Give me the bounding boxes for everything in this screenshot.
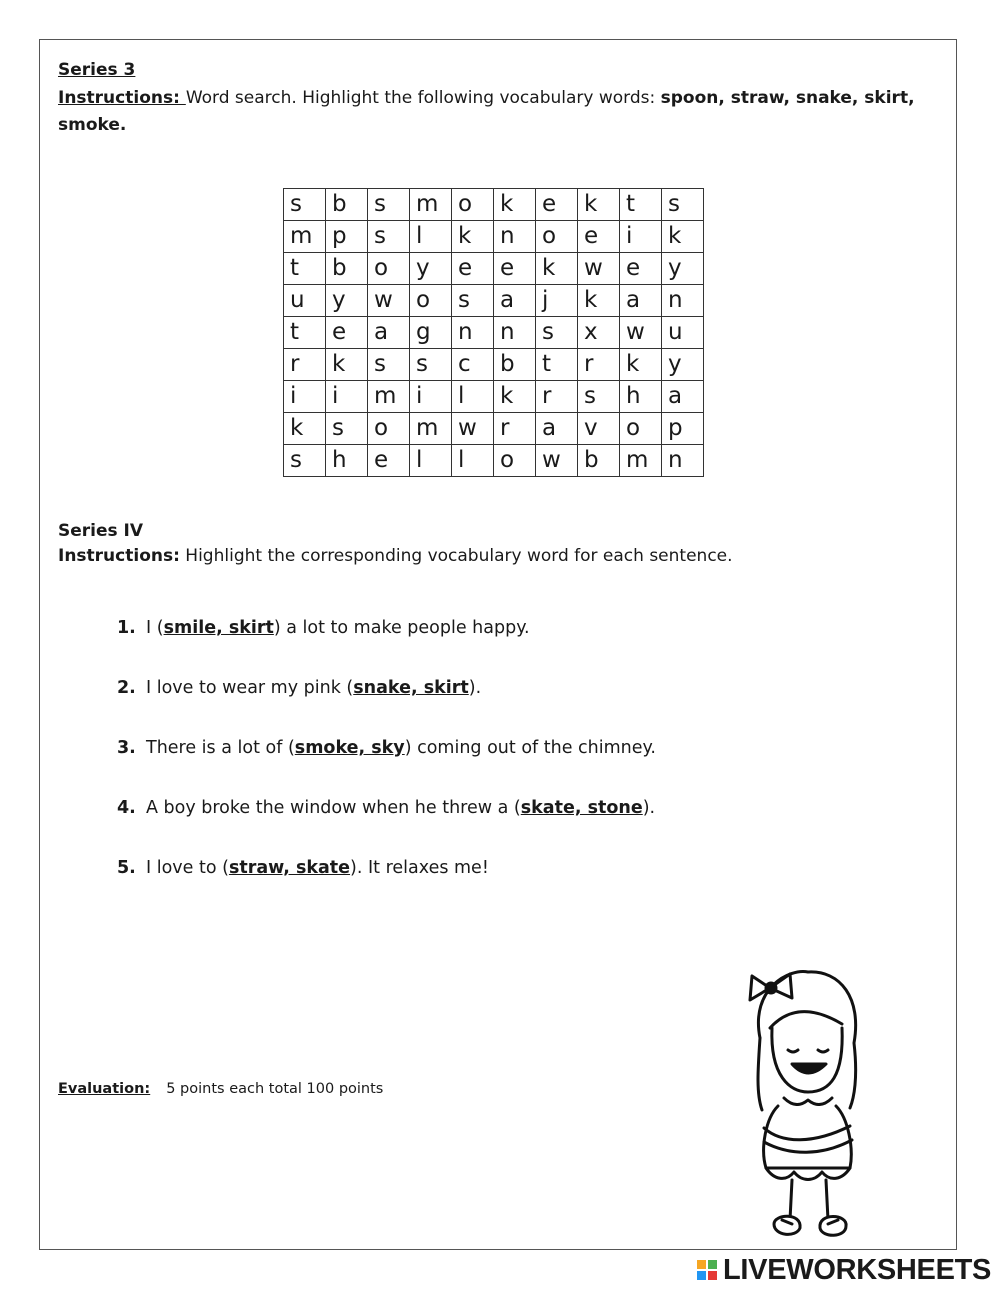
liveworksheets-brand[interactable] [697,1255,991,1285]
grid-cell[interactable]: e [368,445,410,477]
instructions-label: Instructions: [58,88,186,108]
grid-cell[interactable]: t [284,317,326,349]
grid-cell[interactable]: o [410,285,452,317]
question-3: 3. There is a lot of (smoke, sky) coming out of the chimney. [117,738,656,758]
liveworksheets-logo-icon [697,1260,717,1280]
grid-cell[interactable]: c [452,349,494,381]
grid-cell[interactable]: h [326,445,368,477]
grid-cell[interactable]: r [578,349,620,381]
grid-cell[interactable]: w [452,413,494,445]
grid-cell[interactable]: t [284,253,326,285]
grid-cell[interactable]: k [452,221,494,253]
grid-cell[interactable]: j [536,285,578,317]
grid-cell[interactable]: m [284,221,326,253]
grid-cell[interactable]: s [326,413,368,445]
grid-cell[interactable]: g [410,317,452,349]
brand-name: LIVEWORKSHEETS [723,1253,992,1286]
instructions-text: Highlight the corresponding vocabulary word for each sentence. [179,546,733,566]
grid-cell[interactable]: k [578,189,620,221]
question-4: 4. A boy broke the window when he threw a (skate, stone). [117,798,656,818]
grid-cell[interactable]: t [536,349,578,381]
grid-cell[interactable]: a [536,413,578,445]
grid-cell[interactable]: k [662,221,704,253]
grid-cell[interactable]: i [410,381,452,413]
grid-cell[interactable]: l [452,381,494,413]
answer-options[interactable]: smoke, sky [294,738,405,758]
grid-cell[interactable]: r [494,413,536,445]
grid-cell[interactable]: i [326,381,368,413]
grid-row [284,189,704,221]
series-4-instructions [58,543,918,570]
grid-cell[interactable]: s [368,189,410,221]
grid-cell[interactable]: s [368,349,410,381]
grid-cell[interactable]: b [326,189,368,221]
grid-cell[interactable]: o [620,413,662,445]
grid-row [284,221,704,253]
grid-cell[interactable]: i [284,381,326,413]
grid-cell[interactable]: w [368,285,410,317]
answer-options[interactable]: snake, skirt [353,678,469,698]
grid-row [284,253,704,285]
grid-cell[interactable]: k [536,253,578,285]
grid-row [284,349,704,381]
grid-cell[interactable]: s [536,317,578,349]
grid-cell[interactable]: k [326,349,368,381]
grid-cell[interactable]: s [410,349,452,381]
grid-cell[interactable]: b [494,349,536,381]
grid-cell[interactable]: a [368,317,410,349]
series-3-title: Series 3 [58,60,136,80]
grid-cell[interactable]: b [578,445,620,477]
grid-cell[interactable]: s [284,445,326,477]
answer-options[interactable]: straw, skate [228,858,351,878]
grid-cell[interactable]: a [620,285,662,317]
word-search-grid [283,188,704,477]
grid-cell[interactable]: i [620,221,662,253]
grid-cell[interactable]: n [452,317,494,349]
grid-row [284,413,704,445]
grid-cell[interactable]: s [452,285,494,317]
grid-row [284,285,704,317]
grid-cell[interactable]: e [620,253,662,285]
grid-cell[interactable]: p [326,221,368,253]
grid-cell[interactable]: y [326,285,368,317]
grid-cell[interactable]: y [662,349,704,381]
grid-cell[interactable]: k [578,285,620,317]
evaluation-text: 5 points each total 100 points [166,1081,384,1097]
grid-cell[interactable]: l [410,221,452,253]
grid-cell[interactable]: e [494,253,536,285]
grid-cell[interactable]: e [326,317,368,349]
answer-options[interactable]: smile, skirt [163,618,274,638]
grid-cell[interactable]: m [620,445,662,477]
grid-cell[interactable]: l [452,445,494,477]
grid-cell[interactable]: t [620,189,662,221]
question-1: 1. I (smile, skirt) a lot to make people happy. [117,618,530,638]
grid-cell[interactable]: n [662,445,704,477]
grid-cell[interactable]: k [284,413,326,445]
grid-cell[interactable]: s [284,189,326,221]
instructions-text: Word search. Highlight the following vocabulary words: [185,88,661,108]
grid-cell[interactable]: e [578,221,620,253]
grid-cell[interactable]: n [494,221,536,253]
grid-cell[interactable]: s [368,221,410,253]
grid-row [284,317,704,349]
grid-cell[interactable]: n [494,317,536,349]
grid-cell[interactable]: o [452,189,494,221]
grid-cell[interactable]: m [368,381,410,413]
grid-cell[interactable]: s [662,189,704,221]
grid-cell[interactable]: x [578,317,620,349]
girl-illustration [730,958,880,1258]
grid-cell[interactable]: w [536,445,578,477]
vocabulary-words: spoon, straw, snake, skirt, smoke. [58,88,915,135]
grid-row [284,445,704,477]
grid-cell[interactable]: n [662,285,704,317]
grid-cell[interactable]: h [620,381,662,413]
grid-cell[interactable]: k [494,189,536,221]
grid-cell[interactable]: w [620,317,662,349]
evaluation-label: Evaluation: [58,1081,151,1097]
grid-cell[interactable]: o [368,413,410,445]
grid-cell[interactable]: a [662,381,704,413]
grid-cell[interactable]: o [536,221,578,253]
grid-cell[interactable]: o [368,253,410,285]
grid-cell[interactable]: w [578,253,620,285]
grid-cell[interactable]: m [410,413,452,445]
grid-cell[interactable]: v [578,413,620,445]
series-4-title: Series IV [58,521,144,541]
grid-cell[interactable]: u [662,317,704,349]
grid-cell[interactable]: y [410,253,452,285]
grid-cell[interactable]: k [494,381,536,413]
grid-cell[interactable]: s [578,381,620,413]
grid-cell[interactable]: m [410,189,452,221]
grid-cell[interactable]: e [452,253,494,285]
grid-cell[interactable]: e [536,189,578,221]
grid-cell[interactable]: p [662,413,704,445]
question-5: 5. I love to (straw, skate). It relaxes me! [117,858,489,878]
series-3-instructions [58,85,918,139]
grid-cell[interactable]: b [326,253,368,285]
grid-cell[interactable]: r [536,381,578,413]
grid-cell[interactable]: u [284,285,326,317]
question-2: 2. I love to wear my pink (snake, skirt). [117,678,482,698]
answer-options[interactable]: skate, stone [520,798,643,818]
grid-row [284,381,704,413]
evaluation [58,1081,383,1097]
grid-cell[interactable]: o [494,445,536,477]
instructions-label: Instructions: [58,546,180,566]
grid-cell[interactable]: k [620,349,662,381]
grid-cell[interactable]: a [494,285,536,317]
grid-cell[interactable]: l [410,445,452,477]
grid-cell[interactable]: r [284,349,326,381]
grid-cell[interactable]: y [662,253,704,285]
